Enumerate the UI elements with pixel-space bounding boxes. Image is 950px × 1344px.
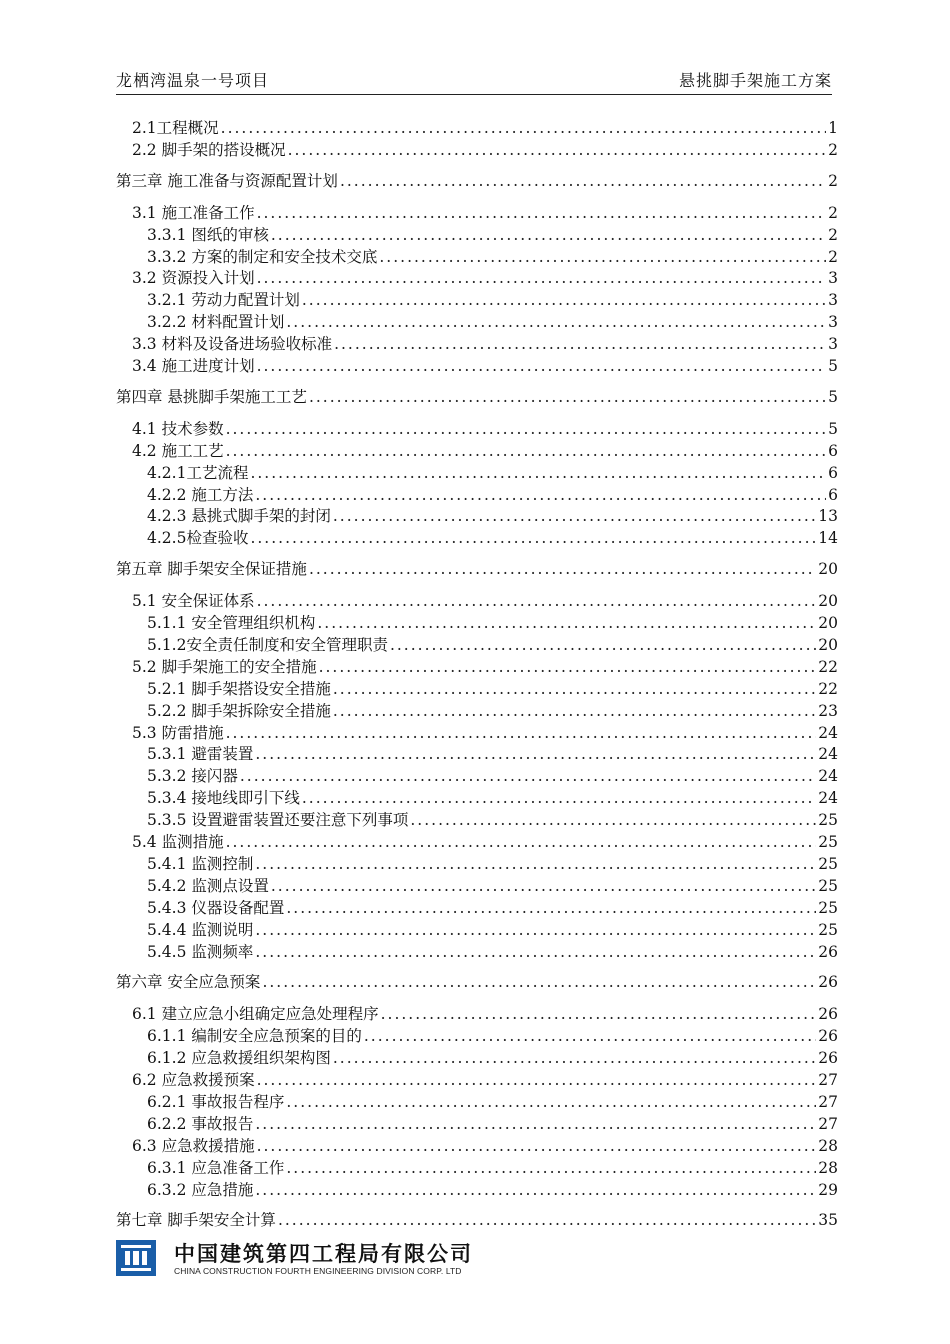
toc-entry-label: 6.1.1 编制安全应急预案的目的 [147, 1027, 362, 1046]
toc-dot-leader [257, 1070, 817, 1090]
toc-section-entry[interactable] [116, 854, 838, 874]
page-header [116, 68, 832, 95]
company-footer [116, 1238, 476, 1280]
toc-dot-leader [317, 613, 816, 633]
toc-entry-label: 5.4.2 监测点设置 [147, 876, 269, 895]
toc-dot-leader [410, 810, 816, 830]
toc-entry-label: 5.2.2 脚手架拆除安全措施 [147, 701, 331, 720]
toc-chapter-entry[interactable] [116, 559, 838, 579]
toc-page-number: 20 [818, 560, 838, 579]
cscec-logo-icon [116, 1240, 156, 1276]
toc-page-number: 6 [828, 485, 838, 504]
toc-section-entry[interactable] [116, 247, 838, 267]
toc-entry-label: 6.2 应急救援预案 [132, 1071, 255, 1089]
toc-page-number: 3 [828, 335, 838, 354]
toc-entry-label: 第六章 安全应急预案 [116, 973, 261, 992]
toc-dot-leader [302, 290, 826, 310]
toc-chapter-entry[interactable] [116, 972, 838, 992]
toc-section-entry[interactable] [116, 203, 838, 223]
toc-page-number: 2 [828, 140, 838, 159]
toc-entry-label: 3.3.1 图纸的审核 [147, 225, 269, 244]
toc-page-number: 2 [828, 247, 838, 266]
toc-entry-label: 5.4.1 监测控制 [147, 854, 254, 873]
toc-entry-label: 3.1 施工准备工作 [132, 203, 255, 222]
toc-chapter-entry[interactable] [116, 1210, 838, 1230]
toc-entry-label: 第五章 脚手架安全保证措施 [116, 560, 307, 579]
toc-page-number: 27 [818, 1092, 838, 1111]
toc-section-entry[interactable] [116, 744, 838, 764]
toc-page-number: 35 [818, 1211, 838, 1230]
toc-section-entry[interactable] [116, 788, 838, 808]
toc-section-entry[interactable] [116, 613, 838, 633]
toc-section-entry[interactable] [116, 810, 838, 830]
toc-section-entry[interactable] [116, 1092, 838, 1112]
toc-page-number: 5 [828, 387, 838, 406]
toc-entry-label: 5.1.2安全责任制度和安全管理职责 [147, 635, 388, 654]
toc-page-number: 27 [818, 1071, 838, 1089]
toc-page-number: 28 [818, 1158, 838, 1177]
toc-section-entry[interactable] [116, 268, 838, 288]
toc-dot-leader [286, 1158, 816, 1178]
toc-dot-leader [226, 441, 827, 461]
toc-page-number: 22 [818, 679, 838, 698]
toc-entry-label: 2.1工程概况 [132, 119, 219, 137]
toc-dot-leader [390, 635, 816, 655]
toc-dot-leader [257, 1136, 817, 1156]
toc-page-number: 6 [828, 441, 838, 460]
toc-page-number: 29 [818, 1180, 838, 1199]
toc-page-number: 24 [818, 767, 838, 786]
toc-page-number: 3 [828, 291, 838, 310]
toc-entry-label: 第四章 悬挑脚手架施工工艺 [116, 387, 307, 406]
toc-entry-label: 4.2.3 悬挑式脚手架的封闭 [147, 507, 331, 526]
toc-page-number: 25 [818, 833, 838, 851]
toc-page-number: 25 [818, 811, 838, 830]
toc-section-entry[interactable] [116, 140, 838, 160]
toc-entry-label: 5.3.5 设置避雷装置还要注意下列事项 [147, 811, 409, 830]
toc-dot-leader [271, 876, 816, 896]
toc-page-number: 24 [818, 723, 838, 742]
toc-section-entry[interactable] [116, 334, 838, 354]
toc-section-entry[interactable] [116, 485, 838, 505]
toc-section-entry[interactable] [116, 898, 838, 918]
toc-entry-label: 6.1 建立应急小组确定应急处理程序 [132, 1005, 379, 1024]
toc-dot-leader [364, 1026, 816, 1046]
toc-dot-leader [319, 657, 817, 677]
toc-page-number: 26 [818, 1027, 838, 1046]
toc-page-number: 22 [818, 657, 838, 676]
toc-section-entry[interactable] [116, 679, 838, 699]
toc-entry-label: 3.2.1 劳动力配置计划 [147, 291, 300, 310]
toc-entry-label: 5.3 防雷措施 [132, 723, 224, 742]
toc-entry-label: 4.2.1工艺流程 [147, 463, 249, 482]
toc-page-number: 26 [818, 1049, 838, 1068]
toc-page-number: 2 [828, 171, 838, 190]
toc-page-number: 25 [818, 898, 838, 917]
toc-dot-leader [255, 854, 816, 874]
toc-page-number: 6 [828, 463, 838, 482]
toc-dot-leader [309, 387, 826, 407]
toc-dot-leader [379, 247, 826, 267]
toc-page-number: 3 [828, 313, 838, 332]
toc-entry-label: 6.2.2 事故报告 [147, 1114, 254, 1133]
toc-section-entry[interactable] [116, 1114, 838, 1134]
toc-dot-leader [333, 506, 816, 526]
toc-section-entry[interactable] [116, 723, 838, 743]
toc-chapter-entry[interactable] [116, 387, 838, 407]
toc-page-number: 25 [818, 876, 838, 895]
toc-page-number: 20 [818, 635, 838, 654]
toc-dot-leader [262, 972, 816, 992]
toc-entry-label: 5.3.4 接地线即引下线 [147, 789, 300, 808]
toc-dot-leader [250, 528, 816, 548]
toc-dot-leader [278, 1210, 816, 1230]
toc-page-number: 24 [818, 789, 838, 808]
toc-dot-leader [226, 832, 817, 852]
toc-section-entry[interactable] [116, 441, 838, 461]
toc-entry-label: 4.2.2 施工方法 [147, 485, 254, 504]
toc-page-number: 25 [818, 920, 838, 939]
toc-dot-leader [257, 268, 827, 288]
toc-page-number: 23 [818, 701, 838, 720]
toc-entry-label: 4.2 施工工艺 [132, 441, 224, 460]
toc-dot-leader [255, 1114, 816, 1134]
toc-page-number: 26 [818, 1005, 838, 1024]
toc-dot-leader [286, 312, 826, 332]
toc-section-entry[interactable] [116, 419, 838, 439]
toc-section-entry[interactable] [116, 1136, 838, 1156]
toc-page-number: 20 [818, 614, 838, 632]
toc-section-entry[interactable] [116, 118, 838, 138]
toc-dot-leader [333, 701, 816, 721]
toc-page-number: 1 [828, 119, 838, 137]
toc-section-entry[interactable] [116, 463, 838, 483]
toc-entry-label: 5.2.1 脚手架搭设安全措施 [147, 679, 331, 698]
toc-section-entry[interactable] [116, 1026, 838, 1046]
toc-dot-leader [255, 485, 826, 505]
toc-dot-leader [309, 559, 816, 579]
toc-section-entry[interactable] [116, 1048, 838, 1068]
toc-page-number: 20 [818, 592, 838, 611]
toc-dot-leader [333, 679, 816, 699]
header-project-name: 龙栖湾温泉一号项目 [116, 71, 270, 90]
toc-page-number: 5 [828, 419, 838, 438]
toc-entry-label: 3.3.2 方案的制定和安全技术交底 [147, 247, 378, 266]
toc-entry-label: 3.2.2 材料配置计划 [147, 313, 285, 332]
toc-page-number: 2 [828, 203, 838, 222]
toc-page-number: 13 [818, 507, 838, 526]
toc-section-entry[interactable] [116, 1070, 838, 1090]
toc-entry-label: 5.1 安全保证体系 [132, 592, 255, 611]
toc-entry-label: 2.2 脚手架的搭设概况 [132, 140, 286, 159]
toc-dot-leader [333, 1048, 816, 1068]
toc-page-number: 14 [818, 529, 838, 548]
toc-entry-label: 6.3.1 应急准备工作 [147, 1158, 285, 1177]
toc-dot-leader [288, 140, 827, 160]
toc-page-number: 26 [818, 973, 838, 992]
toc-section-entry[interactable] [116, 701, 838, 721]
header-document-title: 悬挑脚手架施工方案 [678, 71, 832, 90]
toc-section-entry[interactable] [116, 942, 838, 962]
toc-dot-leader [226, 723, 817, 743]
toc-entry-label: 4.2.5检查验收 [147, 529, 249, 548]
toc-section-entry[interactable] [116, 657, 838, 677]
toc-entry-label: 3.2 资源投入计划 [132, 269, 255, 288]
toc-section-entry[interactable] [116, 876, 838, 896]
toc-dot-leader [255, 1180, 816, 1200]
toc-section-entry[interactable] [116, 356, 838, 376]
toc-entry-label: 6.1.2 应急救援组织架构图 [147, 1049, 331, 1068]
toc-dot-leader [257, 356, 827, 376]
toc-page-number: 3 [828, 269, 838, 288]
toc-dot-leader [255, 744, 816, 764]
toc-page-number: 2 [828, 225, 838, 244]
toc-page-number: 27 [818, 1114, 838, 1133]
toc-section-entry[interactable] [116, 1004, 838, 1024]
toc-dot-leader [286, 1092, 816, 1112]
toc-section-entry[interactable] [116, 1180, 838, 1200]
toc-page-number: 5 [828, 357, 838, 375]
toc-section-entry[interactable] [116, 766, 838, 786]
toc-section-entry[interactable] [116, 635, 838, 655]
toc-section-entry[interactable] [116, 225, 838, 245]
toc-entry-label: 5.4 监测措施 [132, 833, 224, 851]
toc-entry-label: 5.1.1 安全管理组织机构 [147, 614, 316, 632]
toc-entry-label: 5.4.5 监测频率 [147, 942, 254, 961]
toc-section-entry[interactable] [116, 1158, 838, 1178]
toc-section-entry[interactable] [116, 290, 838, 310]
toc-page-number: 25 [818, 854, 838, 873]
toc-dot-leader [302, 788, 816, 808]
toc-entry-label: 第三章 施工准备与资源配置计划 [116, 171, 338, 190]
toc-dot-leader [381, 1004, 817, 1024]
toc-dot-leader [255, 942, 816, 962]
toc-section-entry[interactable] [116, 312, 838, 332]
toc-entry-label: 5.3.1 避雷装置 [147, 745, 254, 764]
toc-entry-label: 4.1 技术参数 [132, 419, 224, 438]
company-name-chinese: 中国建筑第四工程局有限公司 [174, 1242, 473, 1266]
toc-dot-leader [271, 225, 826, 245]
toc-dot-leader [255, 920, 816, 940]
toc-entry-label: 5.2 脚手架施工的安全措施 [132, 657, 317, 676]
toc-section-entry[interactable] [116, 506, 838, 526]
toc-page-number: 28 [818, 1136, 838, 1155]
toc-chapter-entry[interactable] [116, 171, 838, 191]
toc-section-entry[interactable] [116, 528, 838, 548]
toc-section-entry[interactable] [116, 832, 838, 852]
toc-section-entry[interactable] [116, 920, 838, 940]
toc-dot-leader [250, 463, 826, 483]
toc-dot-leader [240, 766, 816, 786]
toc-dot-leader [340, 171, 826, 191]
toc-dot-leader [334, 334, 826, 354]
toc-entry-label: 5.3.2 接闪器 [147, 767, 238, 786]
toc-entry-label: 6.3.2 应急措施 [147, 1180, 254, 1199]
toc-dot-leader [257, 203, 827, 223]
toc-dot-leader [226, 419, 827, 439]
toc-page-number: 24 [818, 745, 838, 764]
toc-dot-leader [286, 898, 816, 918]
toc-entry-label: 5.4.4 监测说明 [147, 920, 254, 939]
toc-entry-label: 3.3 材料及设备进场验收标准 [132, 335, 333, 354]
toc-dot-leader [257, 591, 817, 611]
toc-entry-label: 6.3 应急救援措施 [132, 1136, 255, 1155]
toc-dot-leader [221, 118, 826, 138]
toc-page-number: 26 [818, 942, 838, 961]
toc-entry-label: 5.4.3 仪器设备配置 [147, 898, 285, 917]
toc-section-entry[interactable] [116, 591, 838, 611]
toc-entry-label: 3.4 施工进度计划 [132, 357, 255, 375]
toc-entry-label: 6.2.1 事故报告程序 [147, 1092, 285, 1111]
company-name-english: CHINA CONSTRUCTION FOURTH ENGINEERING DIVISION CORP. LTD [174, 1266, 462, 1276]
toc-entry-label: 第七章 脚手架安全计算 [116, 1211, 276, 1230]
